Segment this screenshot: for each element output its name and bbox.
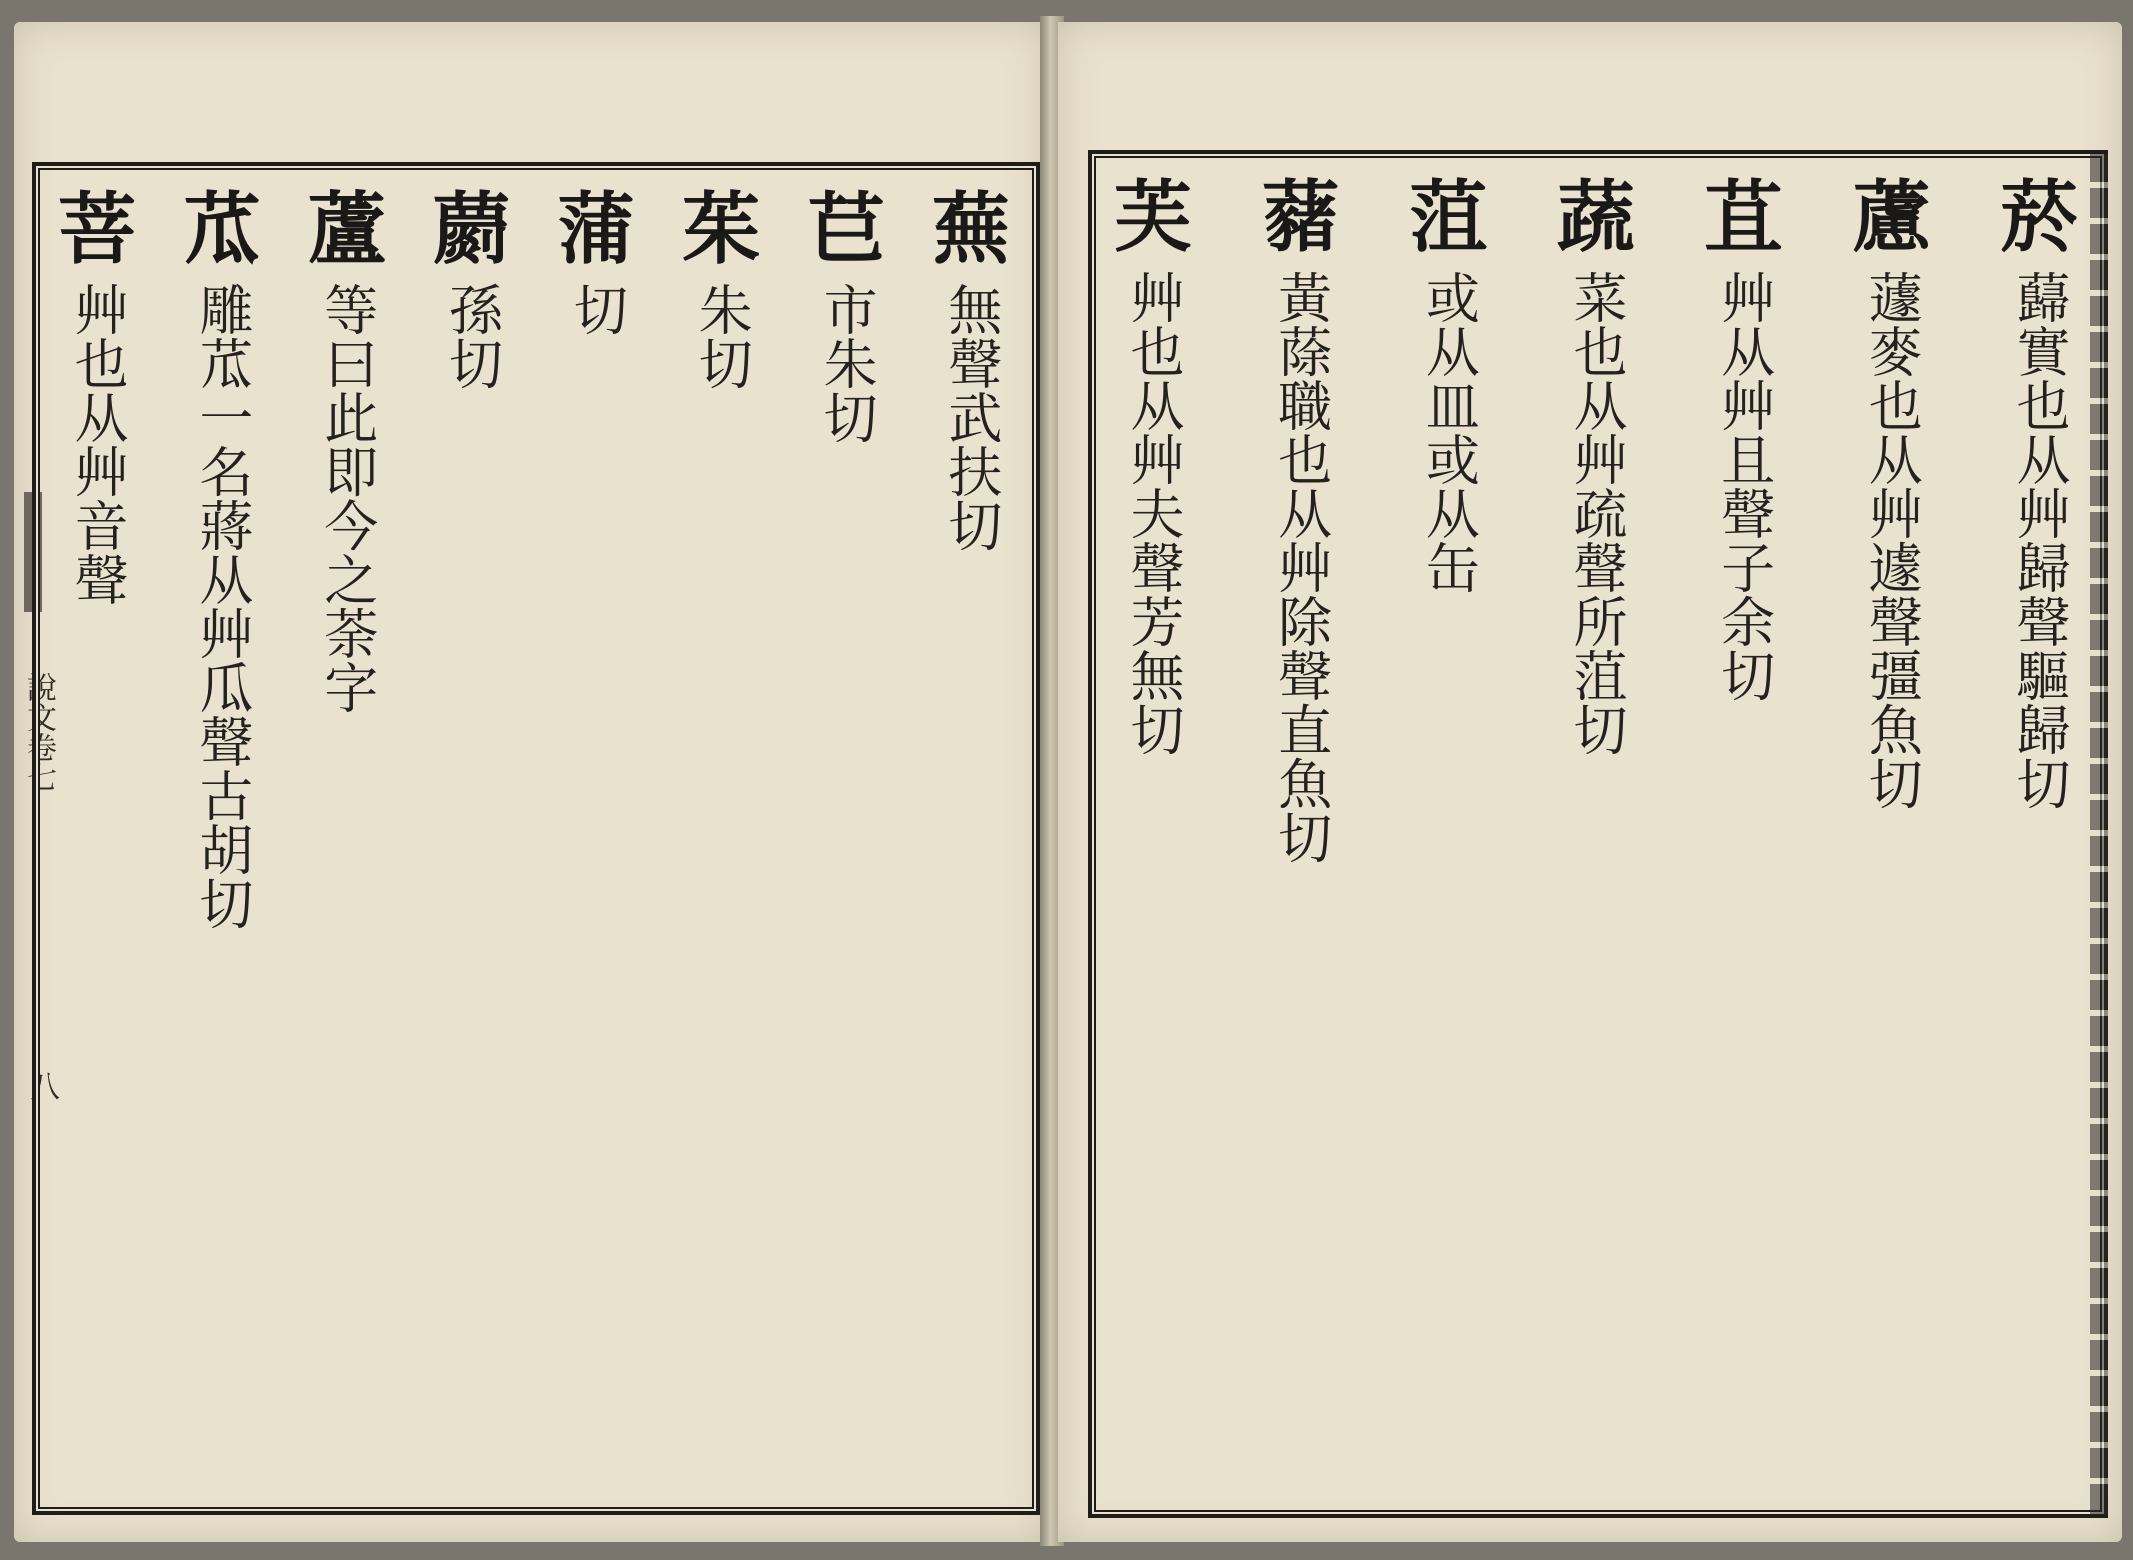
seal-character: 苽 [182, 184, 261, 275]
text-column [557, 182, 636, 1491]
left-page [14, 22, 1046, 1542]
folio-number: 八 [30, 1070, 60, 1105]
gloss-text: 黃蒢職也从艸除聲直魚切 [1269, 270, 1333, 864]
gloss-text: 無聲武扶切 [939, 282, 1003, 552]
text-column [682, 182, 761, 1491]
text-column [58, 182, 137, 1491]
text-column [1704, 170, 1783, 1494]
seal-character: 苴 [1704, 172, 1783, 263]
seal-character: 菸 [1999, 172, 2078, 263]
gloss-text: 等曰此即今之荼字 [315, 282, 379, 714]
text-column [807, 182, 886, 1491]
gloss-text: 雕苽一名蔣从艸瓜聲古胡切 [190, 282, 254, 930]
right-columns [1116, 170, 2076, 1494]
seal-character: 蘆 [307, 184, 386, 275]
text-column [1852, 170, 1931, 1494]
gloss-text: 菜也从艸疏聲所菹切 [1564, 270, 1628, 756]
seal-character: 蒲 [557, 184, 636, 275]
gloss-text: 孫切 [440, 282, 504, 390]
seal-character: 芙 [1114, 172, 1193, 263]
text-column [182, 182, 261, 1491]
text-column [931, 182, 1010, 1491]
text-column [307, 182, 386, 1491]
gloss-text: 切 [565, 282, 629, 336]
gloss-text: 市朱切 [815, 282, 879, 444]
gloss-text: 艸也从艸夫聲芳無切 [1122, 270, 1185, 756]
right-text-frame [1088, 150, 2108, 1518]
seal-character: 𦬊 [807, 184, 886, 275]
gloss-text: 蘬實也从艸歸聲驅歸切 [2007, 270, 2071, 810]
seal-character: 蔬 [1556, 172, 1635, 263]
gloss-text: 朱切 [690, 282, 754, 390]
text-column [1409, 170, 1488, 1494]
text-column [432, 182, 511, 1491]
seal-character: 蘮 [432, 184, 511, 275]
text-column [1999, 170, 2078, 1494]
seal-character: 菹 [1409, 172, 1488, 263]
left-columns [60, 182, 1008, 1491]
gloss-text: 艸也从艸音聲 [66, 282, 129, 606]
volume-label: 說文卷七 [21, 672, 56, 792]
text-column [1114, 170, 1193, 1494]
seal-character: 茱 [682, 184, 761, 275]
seal-character: 藸 [1261, 172, 1340, 263]
seal-character: 藘 [1852, 172, 1931, 263]
text-column [1261, 170, 1340, 1494]
left-text-frame [21, 162, 1040, 1515]
gloss-text: 或从皿或从缶 [1417, 270, 1481, 594]
seal-character: 蕪 [931, 184, 1010, 275]
gloss-text: 蘧麥也从艸遽聲彊魚切 [1860, 270, 1924, 810]
gloss-text: 艸从艸且聲子余切 [1712, 270, 1776, 702]
right-page [1058, 22, 2122, 1542]
text-column [1556, 170, 1635, 1494]
frame-edge-decoration [2090, 154, 2108, 1514]
seal-character: 菩 [58, 184, 137, 275]
